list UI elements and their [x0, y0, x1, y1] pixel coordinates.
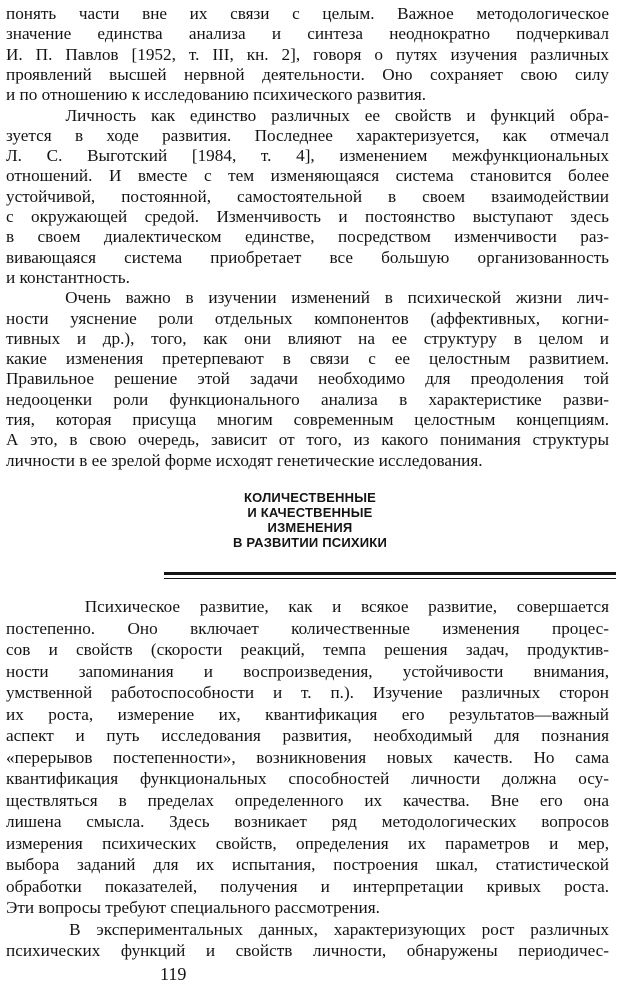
text-line: А это, в свою очередь, зависит от того, из какого понимания структуры	[6, 430, 609, 450]
text-line: ществляться в пределах определенного их качества. Вне его она	[6, 790, 609, 810]
text-line: тия, которая присуща многим современным целостным концепциям.	[6, 410, 609, 429]
text-line: зуется в ходе развития. Последнее характеризуется, как отмечал	[6, 125, 609, 145]
text-line: сов и свойств (скорости реакций, темпа решения задач, продуктив-	[6, 640, 609, 659]
text-line: И. П. Павлов [1952, т. III, кн. 2], говоря о путях изучения различных	[6, 44, 609, 64]
text-line: и по отношению к исследованию психического развития.	[6, 85, 427, 105]
text-line: их роста, измерение их, квантификация его результатов—важный	[6, 704, 609, 724]
text-line: Эти вопросы требуют специального рассмотрения.	[6, 898, 380, 917]
text-line: Личность как единство различных ее свойств и функций обра-	[6, 105, 609, 125]
page-number: 119	[160, 964, 187, 984]
text-line: тивных и др.), того, как они влияют на ее структуру в целом и	[6, 328, 609, 348]
text-line: умственной работоспособности и т. п.). Изучение различных сторон	[6, 683, 609, 702]
text-line: выбора заданий для их испытания, построения шкал, статистической	[6, 855, 609, 874]
text-line: с окружающей средой. Изменчивость и постоянство выступают здесь	[6, 207, 609, 226]
heading-rule-thin	[164, 578, 616, 579]
section-heading-line: И КАЧЕСТВЕННЫЕ	[247, 505, 373, 520]
heading-rule-thick	[164, 572, 616, 575]
text-line: квантификация функциональных способностей личности должна осу-	[6, 769, 609, 788]
text-line: обработки показателей, получения и интерпретации кривых роста.	[6, 876, 609, 896]
section-heading-line: КОЛИЧЕСТВЕННЫЕ	[243, 490, 377, 505]
text-line: значение единства анализа и синтеза неоднократно подчеркивал	[6, 24, 609, 44]
text-line: и константность.	[6, 267, 130, 287]
text-line: вивающаяся система приобретает все большую организованность	[6, 247, 609, 267]
text-line: какие изменения претерпевают в связи с ее целостным развитием.	[6, 349, 609, 369]
section-heading-line: ИЗМЕНЕНИЯ	[267, 520, 353, 535]
text-line: ности уяснение роли отдельных компонентов (аффективных, когни-	[6, 308, 609, 328]
text-line: недооценки роли функционального анализа в характеристике разви-	[6, 389, 609, 409]
text-line: лишена смысла. Здесь возникает ряд методологических вопросов	[6, 812, 609, 831]
text-line: «перерывов постепенности», возникновения новых качеств. Но сама	[6, 747, 609, 767]
section-heading-line: В РАЗВИТИИ ПСИХИКИ	[232, 535, 387, 550]
text-line: понять части вне их связи с целым. Важное методологическое	[6, 4, 609, 23]
text-line: отношений. И вместе с тем изменяющаяся система становится более	[6, 166, 609, 186]
text-line: Л. С. Выготский [1984, т. 4], изменением межфункциональных	[6, 146, 609, 166]
text-line: аспект и путь исследования развития, необходимый для познания	[6, 726, 609, 745]
text-line: Правильное решение этой задачи необходимо для преодоления той	[6, 369, 609, 389]
text-line: В экспериментальных данных, характеризующих рост различных	[6, 919, 609, 939]
text-line: устойчивой, постоянной, самостоятельной в своем взаимодействии	[6, 186, 609, 206]
text-line: Очень важно в изучении изменений в психической жизни лич-	[6, 288, 609, 308]
text-line: личности в ее зрелой форме исходят генетические исследования.	[6, 450, 483, 470]
text-line: постепенно. Оно включает количественные изменения процес-	[6, 618, 609, 638]
text-line: Психическое развитие, как и всякое развитие, совершается	[6, 597, 609, 616]
text-line: в своем диалектическом единстве, посредством изменчивости раз-	[6, 227, 609, 247]
text-line: измерения психических свойств, определения их параметров и мер,	[6, 833, 609, 853]
text-line: проявлений высшей нервной деятельности. Оно сохраняет свою силу	[6, 64, 609, 84]
text-line: психических функций и свойств личности, обнаружены периодичес-	[6, 941, 609, 960]
text-line: ности запоминания и воспроизведения, устойчивости внимания,	[6, 661, 609, 681]
